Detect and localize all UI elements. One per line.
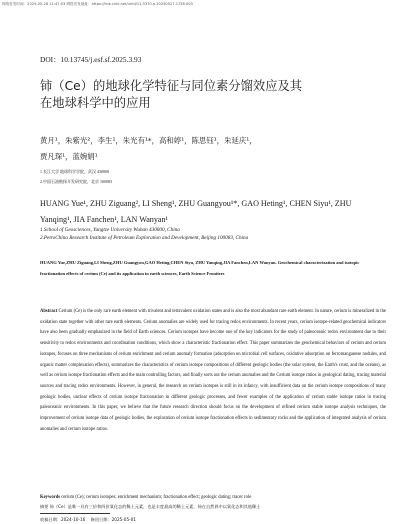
doi: DOI：10.13745/j.esf.sf.2025.3.93 — [40, 55, 142, 64]
online-first-header: 网络首发时间：2025-05-28 11:47:03 网络首发地址：https://link.cnki.net/urlid/11.3370.p.20250527.1758.003 — [2, 2, 193, 6]
abstract-chinese-start: 摘要 铈（Ce）是唯一具有三价和四价氧化态的稀土元素，也是丰度最高的稀土元素，铈在自然界中以氧化态和其他稀土 — [40, 504, 261, 509]
title-line-2: 在地球科学中的应用 — [40, 96, 151, 110]
authors-en-line-2: Yanqing¹, JIA Fanchen¹, LAN Wanyan¹ — [40, 214, 168, 224]
affiliation-en-2: 2.PetroChina Research Institute of Petroleum Exploration and Development, Beijing 100083, China — [40, 235, 249, 242]
received-date: 2024-10-16 — [60, 517, 86, 522]
abstract-text: Cerium (Ce) is the only rare earth element with trivalent and tetravalent oxidation states and is also the most abundant rare earth element. In nature, cerium is mineralized in the oxidation state together with other rare earth elements. Cerium anomalies are widely used for tracing redox environments. In recent years, cerium isotope-related geochemical indicators have also been gradually emphasized in the field of Earth sciences. Cerium isotopes have become one of the key indicators for the study of paleoceanic redox environment due to their sensitivity to redox environments and coordination conditions, which show a characteristic fractionation effect. This paper summarizes the geochemical behaviors of cerium and cerium isotopes, focuses on three mechanisms of cerium enrichment and cerium anomaly formation (adsorption on microbial cell surfaces, oxidative adsorption on ferromanganese nodules, and organic matter complexation effects), summarizes the characteristics of cerium isotope compositions of different geologic bodies (the solar system, the Earth's crust, and the oceans), as well as cerium isotope fractionation effects and the main controlling factors, and finally sorts out the cerium anomalies and the Cerium isotope ratios in geological dating, tracing material sources and tracing redox environments. However, in general, the research on cerium isotopes is still in its infancy, with insufficient data on the cerium isotope compositions of many geologic bodies, unclear effects of cerium isotope fractionation in different geologic processes, and fewer examples of the application of cerium stable isotope ratios in tracing paleoceanic environments. In this paper, we believe that the future research direction should focus on the development of refined cerium stable isotope analysis techniques, the improvement of cerium isotope data of geologic bodies, the exploration of cerium isotope fractionation effects in sedimentary rocks and the application of integrated analysis of cerium anomalies and cerium isotope ratios. — [40, 309, 386, 432]
title-chinese — [40, 78, 380, 112]
authors-english — [40, 196, 385, 227]
affiliations-english — [40, 226, 385, 243]
abstract-label: Abstract — [40, 309, 58, 314]
citation: HUANG Yue,ZHU Ziguang,LI Sheng,ZHU Guangyou,GAO Heting,CHEN Siyu, ZHU Yanqing,JIA Fanchen,LAN Wanyan. Geochemical characterization and isotopic fractionation effects of cerium (Ce) and its application in earth sciences, Earth Science Frontiers — [40, 260, 360, 276]
revised-date: 2025-05-01 — [111, 517, 136, 522]
affiliation-en-1: 1.School of Geosciences, Yangtze University Wuhan 430000, China — [40, 227, 180, 233]
affiliation-cn-1: 1.长江大学 地球科学学院，武汉 430000 — [40, 169, 109, 174]
keywords — [40, 495, 385, 500]
revised-label: 修回日期： — [90, 517, 112, 522]
footer-dates — [40, 517, 136, 523]
authors-cn-line-1: 黄月¹，朱紫光²，李生¹，朱光有¹*，高和婷¹，陈思钰¹，朱延庆¹， — [40, 136, 257, 145]
received-label: 收稿日期： — [40, 517, 61, 522]
abstract-english — [40, 307, 386, 435]
keywords-text: cerium (Ce); cerium isotopes; enrichment mechanism; fractionation effect; geologic dating; tracer role — [61, 495, 252, 500]
title-line-1: 铈（Ce）的地球化学特征与同位素分馏效应及其 — [40, 79, 303, 93]
authors-en-line-1: HUANG Yue¹, ZHU Ziguang², LI Sheng¹, ZHU Guangyou¹*, GAO Heting¹, CHEN Siyu¹, ZHU — [40, 199, 352, 208]
keywords-label: Keywords — [40, 495, 61, 500]
authors-chinese — [40, 133, 390, 164]
authors-cn-line-2: 贾凡琛¹，蓝婉娟¹ — [40, 151, 98, 161]
affiliation-cn-2: 2.中国石油勘探开发研究院，北京 100083 — [40, 179, 112, 184]
affiliations-chinese — [40, 167, 112, 187]
footer-divider — [40, 513, 110, 514]
